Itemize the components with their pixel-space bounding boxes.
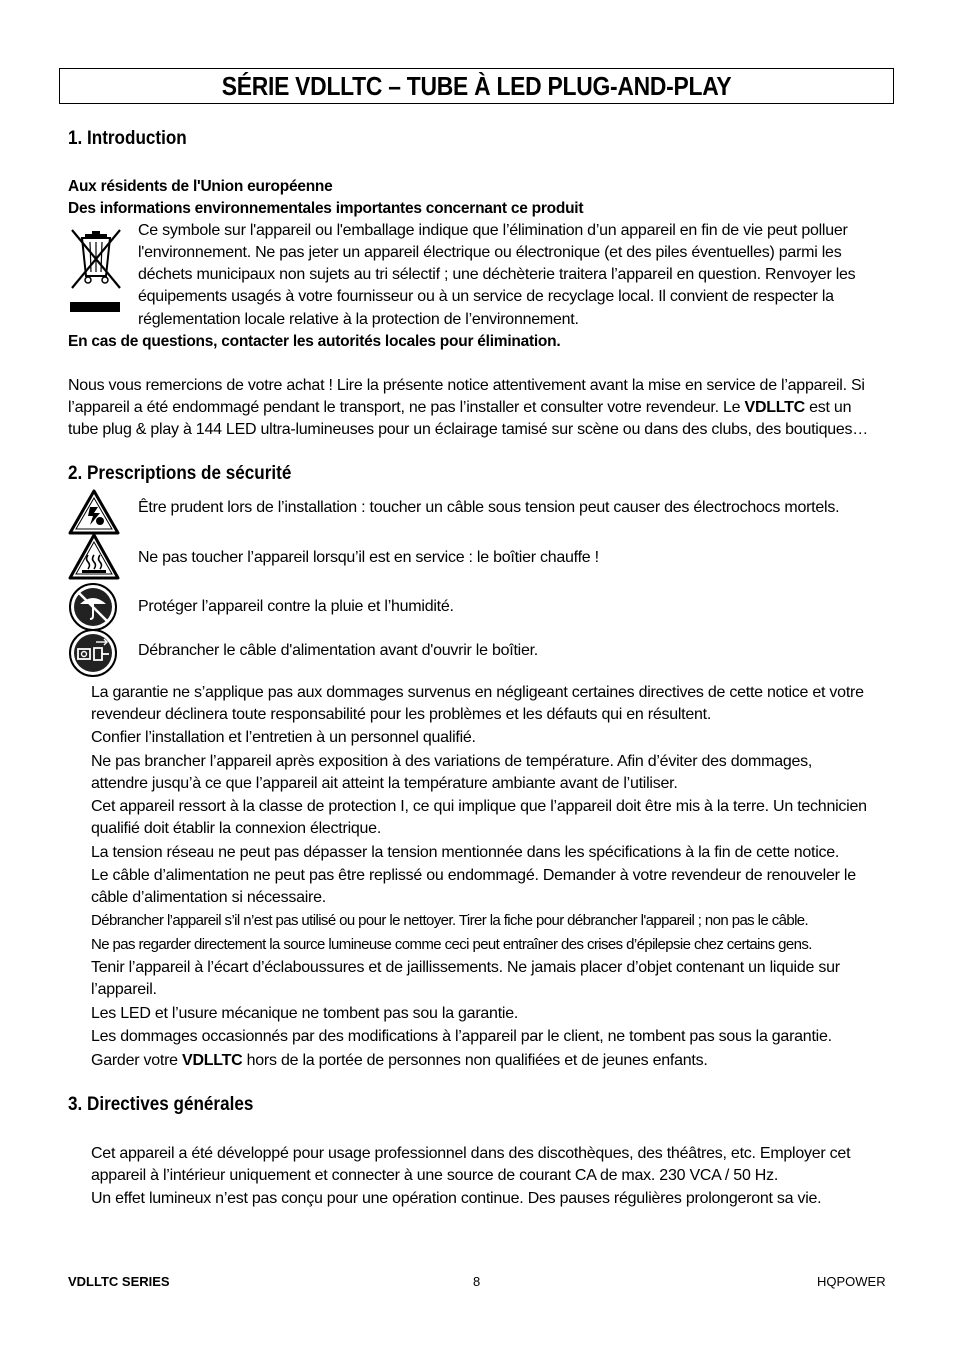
safety-paragraph-line: qualifié doit établir la connexion électrique. [91,820,382,837]
weee-text-line: Ce symbole sur l'appareil ou l'emballage indique que l’élimination d’un appareil en fin de vie peut polluer [138,222,848,239]
hot-surface-warning-icon [68,533,120,581]
environment-info-heading: Des informations environnementales importantes concernant ce produit [68,200,584,217]
warning-text: Ne pas toucher l’appareil lorsqu’il est en service : le boîtier chauffe ! [138,549,599,566]
thanks-line-1: Nous vous remercions de votre achat ! Lire la présente notice attentivement avant la mise en service de l’appareil. Si [68,377,865,394]
general-directives-line: Cet appareil a été développé pour usage professionnel dans des discothèques, des théâtres, etc. Employer cet [91,1145,851,1162]
weee-text-line: l'environnement. Ne pas jeter un appareil électrique ou électronique (et des piles éventuelles) parmi les [138,244,842,261]
weee-crossed-bin-icon [68,226,124,316]
safety-paragraph-line: Les dommages occasionnés par des modifications à l’appareil par le client, ne tombent pas sous la garantie. [91,1028,832,1045]
model-name: VDLLTC [744,399,805,416]
safety-paragraph-line: Débrancher l’appareil s’il n’est pas utilisé ou pour le nettoyer. Tirer la fiche pour débrancher l'appareil ; non pas le câble. [91,912,809,929]
protect-from-rain-icon [68,582,118,632]
warning-text: Débrancher le câble d'alimentation avant d'ouvrir le boîtier. [138,642,538,659]
weee-text-line: équipements usagés à votre fournisseur ou à un service de recyclage local. Il convient de respecter la [138,288,834,305]
thanks-line-2 [68,397,851,419]
footer-series: VDLLTC SERIES [68,1274,170,1289]
footer-page-number: 8 [473,1274,481,1289]
general-directives-line: appareil à l’intérieur uniquement et connecter à une source de courant CA de max. 230 VCA / 50 Hz. [91,1167,779,1184]
safety-paragraph-line: La tension réseau ne peut pas dépasser la tension mentionnée dans les spécifications à la fin de cette notice. [91,844,840,861]
safety-paragraph-line: câble d’alimentation si nécessaire. [91,889,326,906]
last-line-end: hors de la portée de personnes non qualifiées et de jeunes enfants. [242,1052,708,1069]
section-3-heading: 3. Directives générales [68,1094,254,1115]
thanks-line-2-end: est un [804,399,852,416]
page-title: SÉRIE VDLLTC – TUBE À LED PLUG-AND-PLAY [221,70,732,101]
thanks-line-3: tube plug & play à 144 LED ultra-lumineuses pour un éclairage tamisé sur scène ou dans des clubs, des boutiques… [68,421,869,438]
section-2-heading: 2. Prescriptions de sécurité [68,463,292,484]
safety-paragraph-line: Cet appareil ressort à la classe de protection I, ce qui implique que l’appareil doit être mis à la terre. Un technicien [91,798,867,815]
safety-paragraph-line: Le câble d’alimentation ne peut pas être replissé ou endommagé. Demander à votre revendeur de renouveler le [91,867,856,884]
safety-paragraph-line: Ne pas regarder directement la source lumineuse comme ceci peut entraîner des crises d’épilepsie chez certains gens. [91,936,812,953]
safety-paragraph-line: La garantie ne s’applique pas aux dommages survenus en négligeant certaines directives de cette notice et votre [91,684,864,701]
warning-text: Être prudent lors de l’installation : toucher un câble sous tension peut causer des électrochocs mortels. [138,499,840,516]
safety-paragraph-line: Ne pas brancher l’appareil après exposition à des variations de température. Afin d’éviter des dommages, [91,753,813,770]
safety-paragraph-last [91,1050,708,1072]
safety-paragraph-line: attendre jusqu’à ce que l’appareil ait atteint la température ambiante avant de l’utiliser. [91,775,678,792]
section-1-heading: 1. Introduction [68,128,187,149]
questions-text: En cas de questions, contacter les autorités locales pour élimination. [68,333,561,350]
electric-shock-warning-icon [68,489,120,535]
model-name: VDLLTC [182,1052,243,1069]
last-line-start: Garder votre [91,1052,183,1069]
title-box [59,68,894,104]
safety-paragraph-line: l’appareil. [91,981,157,998]
warning-text: Protéger l’appareil contre la pluie et l’humidité. [138,598,454,615]
thanks-line-2-start: l’appareil a été endommagé pendant le transport, ne pas l’installer et consulter votre revendeur. Le [68,399,745,416]
eu-residents-heading: Aux résidents de l'Union européenne [68,178,333,195]
unplug-before-opening-icon [68,628,118,678]
general-directives-line: Un effet lumineux n’est pas conçu pour une opération continue. Des pauses régulières prolongeront sa vie. [91,1190,822,1207]
safety-paragraph-line: Tenir l’appareil à l’écart d’éclaboussures et de jaillissements. Ne jamais placer d’objet contenant un liquide sur [91,959,840,976]
weee-text-line: déchets municipaux non sujets au tri sélectif ; une déchèterie traitera l’appareil en question. Renvoyer les [138,266,856,283]
weee-text-line: réglementation locale relative à la protection de l’environnement. [138,311,579,328]
safety-paragraph-line: revendeur déclinera toute responsabilité pour les problèmes et les défauts qui en résultent. [91,706,712,723]
safety-paragraph-line: Confier l’installation et l’entretien à un personnel qualifié. [91,729,476,746]
safety-paragraph-line: Les LED et l’usure mécanique ne tombent pas sou la garantie. [91,1005,519,1022]
footer-brand: HQPOWER [817,1274,886,1289]
